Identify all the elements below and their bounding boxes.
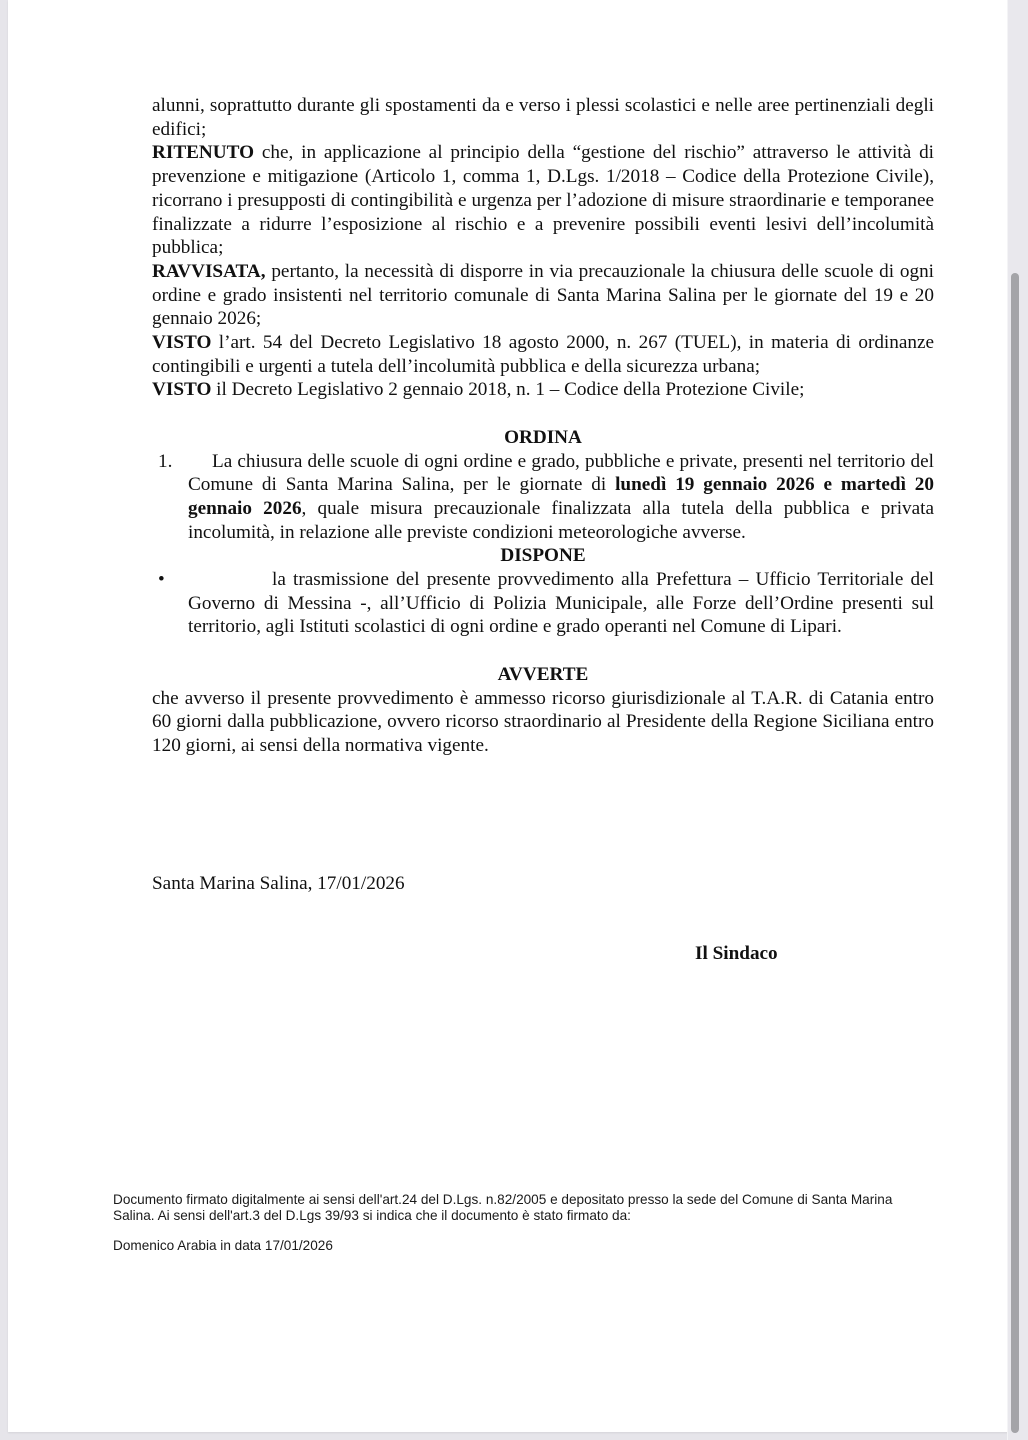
ordina-item-text-after: , quale misura precauzionale finalizzata alla tutela della pubblica e privata incolumità, in relazione alle previste condizioni meteorologiche avverse. [188,497,934,543]
scrollbar-thumb[interactable] [1011,273,1019,1433]
digital-signature-footer [113,1192,933,1254]
place-and-date: Santa Marina Salina, 17/01/2026 [152,873,405,894]
visto-text-2: il Decreto Legislativo 2 gennaio 2018, n. 1 – Codice della Protezione Civile; [211,379,805,401]
ordina-list-item [152,450,934,545]
dispone-item-text: la trasmissione del presente provvedimento alla Prefettura – Ufficio Territoriale del Governo di Messina -, all’Ufficio di Polizia Municipale, alle Forze dell’Ordine presenti sul territorio, agli Istituti scolastici di ogni ordine e grado operanti nel Comune di Lipari. [188,569,934,638]
ravvisata-keyword: RAVVISATA, [152,260,266,282]
ravvisata-paragraph [152,260,934,331]
ravvisata-text: pertanto, la necessità di disporre in via precauzionale la chiusura delle scuole di ogni ordine e grado insistenti nel territorio comunale di Santa Marina Salina per le giornate del 19 e 20 gennaio 2026; [152,260,934,330]
visto-keyword-1: VISTO [152,332,212,354]
document-body [152,94,934,758]
visto-keyword-2: VISTO [152,379,212,401]
ordina-heading: ORDINA [504,426,582,448]
ritenuto-paragraph [152,141,934,260]
ritenuto-keyword: RITENUTO [152,142,255,164]
visto-paragraph-1 [152,331,934,378]
bullet-icon: • [158,569,165,591]
avverte-paragraph: che avverso il presente provvedimento è ammesso ricorso giurisdizionale al T.A.R. di Catania entro 60 giorni dalla pubblicazione, ovvero ricorso straordinario al Presidente della Regione Siciliana entro 120 giorni, ai sensi della normativa vigente. [152,687,934,756]
vertical-scrollbar[interactable] [1007,0,1028,1440]
spacer [152,639,934,663]
intro-paragraph-tail: alunni, soprattutto durante gli spostamenti da e verso i plessi scolastici e nelle aree pertinenziali degli edifici; [152,95,934,140]
ordina-item-number: 1. [158,450,173,472]
ordina-item-dates: lunedì 19 gennaio 2026 e martedì 20 gennaio 2026 [188,474,934,519]
visto-text-1: l’art. 54 del Decreto Legislativo 18 agosto 2000, n. 267 (TUEL), in materia di ordinanze contingibili e urgenti a tutela dell’incolumità pubblica e della sicurezza urbana; [152,332,934,377]
avverte-heading: AVVERTE [497,663,589,685]
spacer [152,402,934,426]
visto-paragraph-2 [152,378,934,402]
dispone-heading: DISPONE [500,545,586,567]
signer-title: Il Sindaco [695,943,778,964]
signature-notice: Documento firmato digitalmente ai sensi dell'art.24 del D.Lgs. n.82/2005 e depositato presso la sede del Comune di Santa Marina Salina. Ai sensi dell'art.3 del D.Lgs 39/93 si indica che il documento è stato firmato da: [113,1192,893,1223]
ordina-item-text-before: La chiusura delle scuole di ogni ordine e grado, pubbliche e private, presenti nel territorio del Comune di Santa Marina Salina, per le giornate di [188,450,934,496]
signed-by: Domenico Arabia in data 17/01/2026 [113,1238,333,1254]
dispone-list-item [152,568,934,639]
ritenuto-text: che, in applicazione al principio della “gestione del rischio” attraverso le attività di prevenzione e mitigazione (Articolo 1, comma 1, D.Lgs. 1/2018 – Codice della Protezione Civile), ricorrano i presupposti di contingibilità e urgenza per l’adozione di misure straordinarie e temporanee finalizzate a ridurre l’esposizione al rischio e a prevenire possibili eventi lesivi dell’incolumità pubblica; [152,142,934,259]
